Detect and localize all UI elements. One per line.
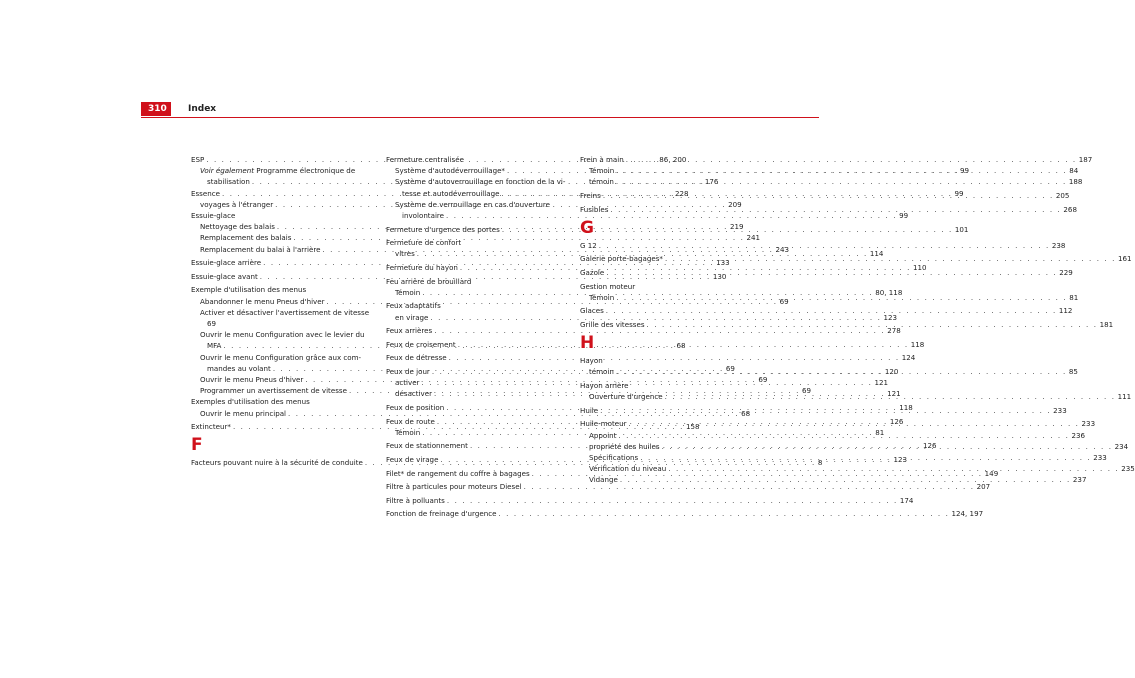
index-entry: témoin . . . 188 (580, 176, 768, 187)
index-entry: stabilisation . . . 176 (191, 176, 379, 187)
index-entry: Hayon (580, 356, 603, 366)
index-entry: involontaire . . . 99 (386, 210, 574, 221)
page-number: 310 (141, 102, 171, 116)
index-entry: Fermeture d'urgence des portes . . . 101 (386, 224, 574, 235)
index-entry: G 12 . . . 238 (580, 240, 768, 251)
index-entry: Fermeture centralisée (386, 155, 464, 164)
index-entry: Hayon arrière (580, 380, 629, 390)
index-entry: Activer et désactiver l'avertissement de vitesse (200, 307, 370, 317)
index-entry: Système d'autodéverrouillage* . . . 99 (386, 165, 574, 176)
index-entry: Système d'autoverrouillage en fonction de la vi- (395, 177, 566, 187)
index-entry: Feux de jour . . . 120 (386, 366, 574, 377)
index-entry: voyages à l'étranger . . . 209 (191, 199, 379, 210)
index-entry: Fermeture de confort (386, 238, 462, 248)
index-entry: Feux de croisement . . . 118 (386, 339, 574, 350)
header-rule (141, 117, 819, 118)
index-entry: Feux de stationnement . . . 126 (386, 440, 574, 451)
index-entry: Huile-moteur . . . 233 (580, 418, 768, 429)
index-entry: Glaces . . . 112 (580, 305, 768, 316)
index-entry: vitres . . . 114 (386, 248, 574, 259)
index-entry: Ouvrir le menu Pneus d'hiver . . . 69 (191, 374, 379, 385)
index-entry: Ouvrir le menu Configuration avec le levier du (200, 330, 365, 340)
section-letter-h: H (580, 333, 595, 354)
index-entry: Feux de détresse . . . 124 (386, 352, 574, 363)
index-entry: Filtre à polluants . . . 174 (386, 495, 574, 506)
index-entry: 69 (207, 319, 217, 329)
section-letter-f: F (191, 435, 203, 456)
index-entry: Feux de route . . . 126 (386, 416, 574, 427)
index-entry: Grille des vitesses . . . 181 (580, 319, 768, 330)
index-entry: Vérification du niveau . . . 235 (580, 463, 768, 474)
section-letter-g: G (580, 217, 594, 238)
index-entry: Fusibles . . . 268 (580, 204, 768, 215)
index-entry: Frein à main . . . 187 (580, 154, 768, 165)
index-entry: mandes au volant . . . 69 (191, 363, 379, 374)
index-entry: Témoin . . . 81 (580, 292, 768, 303)
index-entry: témoin . . . 85 (580, 366, 768, 377)
index-entry: Filtre à particules pour moteurs Diesel . . . 207 (386, 481, 574, 492)
page-header (141, 102, 216, 116)
index-entry: Feux adaptatifs (386, 301, 441, 311)
index-entry: Témoin . . . 84 (580, 165, 768, 176)
index-entry: Témoin . . . 80, 118 (386, 287, 574, 298)
index-entry: Gazole . . . 229 (580, 267, 768, 278)
index-entry: Appoint . . . 236 (580, 430, 768, 441)
index-entry: Abandonner le menu Pneus d'hiver . . . 69 (191, 296, 379, 307)
index-entry: Nettoyage des balais . . . 219 (191, 221, 379, 232)
index-entry: Essuie-glace (191, 211, 236, 221)
index-entry: Essence . . . 228 (191, 188, 379, 199)
index-entry: Exemple d'utilisation des menus (191, 285, 307, 295)
index-entry: Essuie-glace avant . . . 130 (191, 271, 379, 282)
index-entry: Feux de virage . . . 123 (386, 454, 574, 465)
index-entry: en virage . . . 123 (386, 312, 574, 323)
index-entry: activer . . . 121 (386, 377, 574, 388)
index-entry: Essuie-glace arrière . . . 133 (191, 257, 379, 268)
index-entry: Huile . . . 233 (580, 405, 768, 416)
index-entry: Fermeture du hayon . . . 110 (386, 262, 574, 273)
index-entry: Feux arrières . . . 278 (386, 325, 574, 336)
index-entry: Extincteur* . . . 158 (191, 421, 379, 432)
index-entry: Remplacement du balai à l'arrière . . . 243 (191, 244, 379, 255)
index-entry: ESP . . . 86, 200 (191, 154, 379, 165)
index-entry: Galerie porte-bagages* . . . 161 (580, 253, 768, 264)
page-title: Index (188, 104, 217, 114)
index-entry: Vidange . . . 237 (580, 474, 768, 485)
index-entry: Ouvrir le menu Configuration grâce aux com- (200, 352, 362, 362)
index-entry: Fonction de freinage d'urgence . . . 124, 197 (386, 508, 574, 519)
index-entry: Programmer un avertissement de vitesse . . . 69 (191, 385, 379, 396)
index-entry: Témoin . . . 81 (386, 427, 574, 438)
index-entry: Spécifications . . . 233 (580, 452, 768, 463)
index-entry: Ouverture d'urgence . . . 111 (580, 391, 768, 402)
index-entry: Système de verrouillage en cas d'ouverture (395, 199, 551, 209)
index-entry: Gestion moteur (580, 281, 636, 291)
index-entry: MFA . . . 68 (191, 340, 379, 351)
index-entry: Remplacement des balais . . . 241 (191, 232, 379, 243)
index-entry: Freins . . . 205 (580, 190, 768, 201)
index-entry: propriété des huiles . . . 234 (580, 441, 768, 452)
index-entry: Exemples d'utilisation des menus (191, 397, 310, 407)
index-entry: Ouvrir le menu principal . . . 68 (191, 408, 379, 419)
index-entry: Filet* de rangement du coffre à bagages . . . 149 (386, 468, 574, 479)
index-entry: désactiver . . . 121 (386, 388, 574, 399)
index-entry: tesse et autodéverrouillage . . . 99 (386, 188, 574, 199)
index-entry: Facteurs pouvant nuire à la sécurité de conduite . . . 8 (191, 457, 379, 468)
index-entry: Feu arrière de brouillard (386, 276, 472, 286)
index-entry: Feux de position . . . 118 (386, 402, 574, 413)
index-entry: Voir également Programme électronique de (200, 166, 356, 176)
